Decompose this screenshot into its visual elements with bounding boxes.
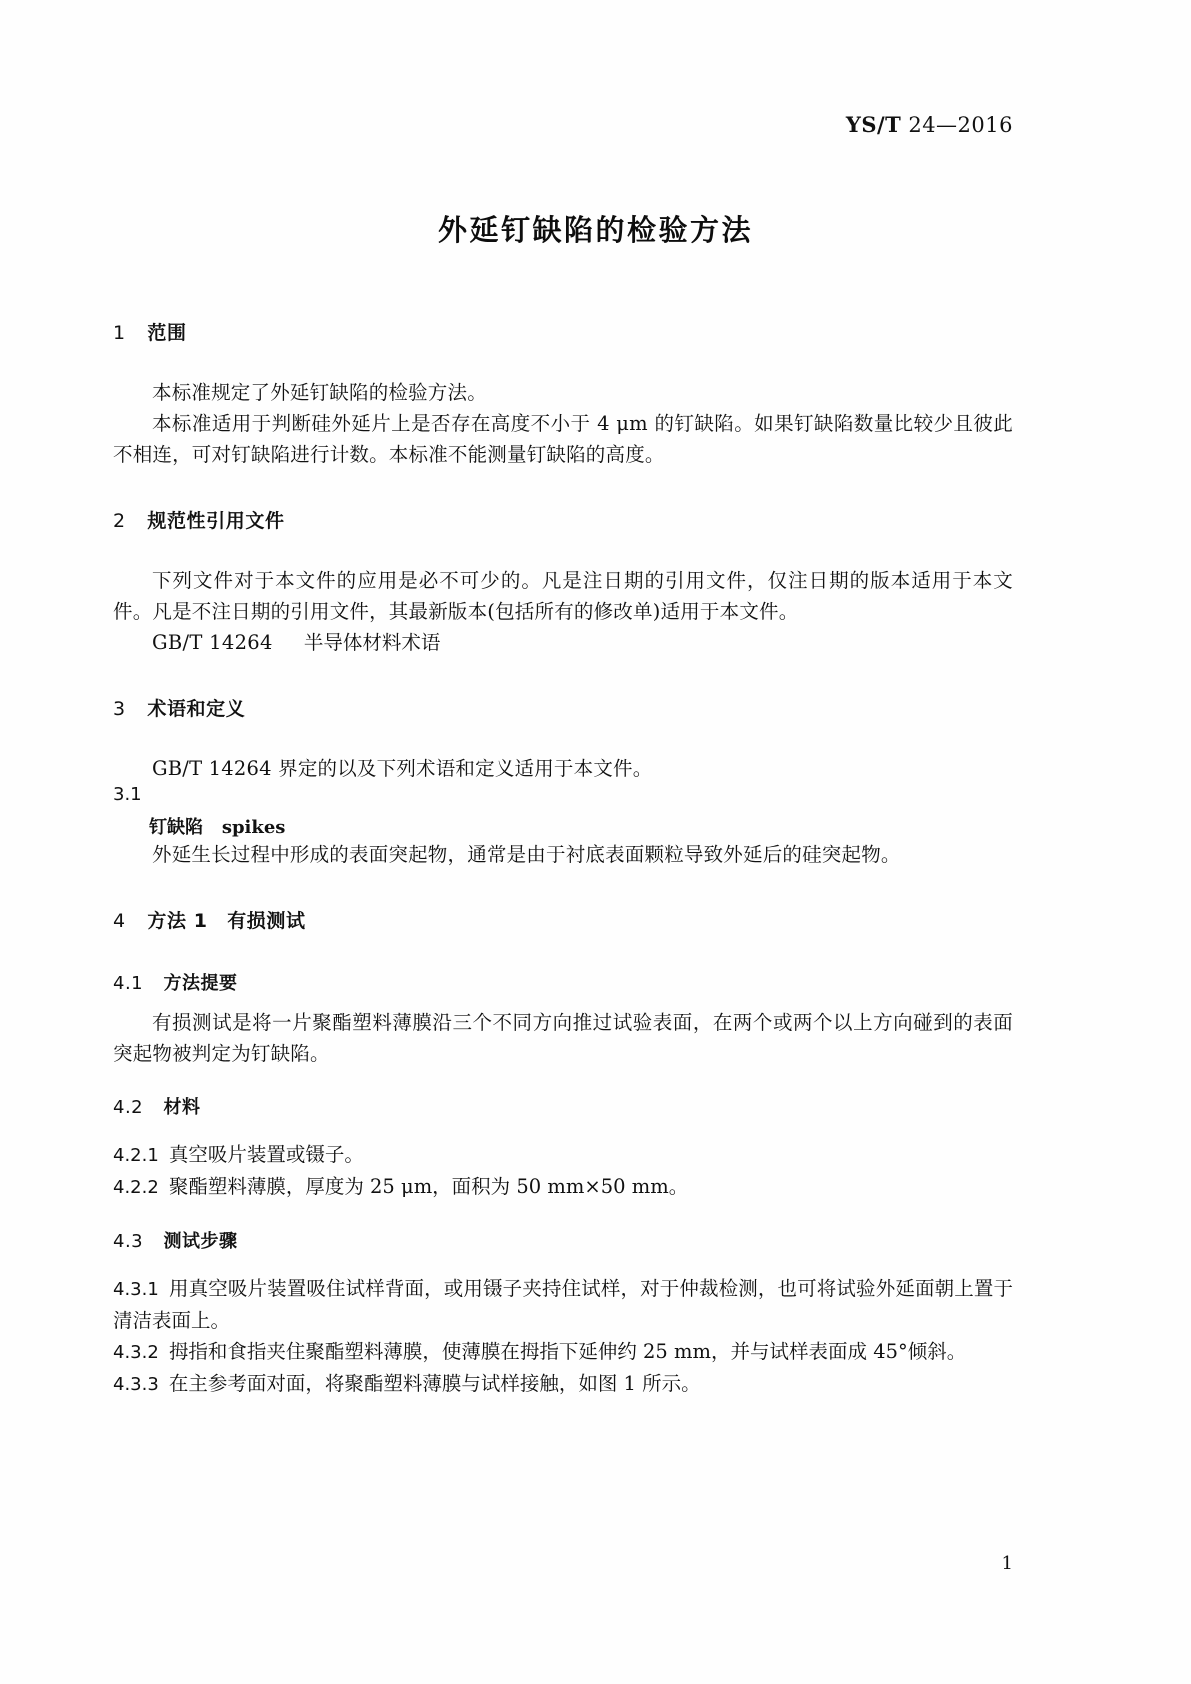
section-4-title: 方法 1 有损测试 <box>147 910 306 932</box>
section-4-2-title: 材料 <box>163 1097 201 1118</box>
section-4-1-title: 方法提要 <box>163 973 238 994</box>
clause-4-3-2 <box>113 1336 1013 1368</box>
document-body <box>113 318 1013 1400</box>
section-2-number: 2 <box>113 510 126 532</box>
page-number: 1 <box>1001 1553 1013 1574</box>
section-4-2-number: 4.2 <box>113 1097 144 1118</box>
section-3-title: 术语和定义 <box>147 698 246 720</box>
normative-reference-entry <box>113 627 1013 658</box>
clause-4-2-2-number: 4.2.2 <box>113 1177 159 1198</box>
section-heading-1 <box>113 318 1013 345</box>
document-header <box>113 112 1013 137</box>
clause-4-3-1-text: 用真空吸片装置吸住试样背面，或用镊子夹持住试样，对于仲裁检测，也可将试验外延面朝上置于清洁表面上。 <box>113 1277 1013 1332</box>
standard-number: 24—2016 <box>908 113 1013 137</box>
clause-4-2-1-number: 4.2.1 <box>113 1145 159 1166</box>
section-1-paragraph-1: 本标准规定了外延钉缺陷的检验方法。 <box>152 381 487 404</box>
clause-4-2-2-text: 聚酯塑料薄膜，厚度为 25 μm，面积为 50 mm×50 mm。 <box>168 1175 689 1198</box>
section-3-paragraph-1: GB/T 14264 界定的以及下列术语和定义适用于本文件。 <box>152 757 653 780</box>
clause-4-3-3-number: 4.3.3 <box>113 1374 159 1395</box>
term-entry <box>113 813 1013 839</box>
section-3-number: 3 <box>113 698 126 720</box>
section-2-title: 规范性引用文件 <box>147 510 285 532</box>
subsection-number-3-1: 3.1 <box>113 784 142 805</box>
reference-code: GB/T 14264 <box>152 631 273 654</box>
section-1-title: 范围 <box>147 322 187 344</box>
section-heading-3 <box>113 694 1013 721</box>
section-4-1-number: 4.1 <box>113 973 144 994</box>
section-1-number: 1 <box>113 322 126 344</box>
section-heading-2 <box>113 506 1013 533</box>
clause-4-3-3 <box>113 1368 1013 1400</box>
section-heading-4-1 <box>113 969 1013 995</box>
clause-4-2-2 <box>113 1171 1013 1203</box>
section-4-number: 4 <box>113 910 126 932</box>
clause-4-3-1 <box>113 1273 1013 1336</box>
section-4-1-paragraph-1: 有损测试是将一片聚酯塑料薄膜沿三个不同方向推过试验表面，在两个或两个以上方向碰到的表面突起物被判定为钉缺陷。 <box>113 1011 1013 1065</box>
section-heading-4-2 <box>113 1093 1013 1119</box>
section-2-paragraph-1: 下列文件对于本文件的应用是必不可少的。凡是注日期的引用文件，仅注日期的版本适用于本文件。凡是不注日期的引用文件，其最新版本(包括所有的修改单)适用于本文件。 <box>113 569 1013 623</box>
clause-4-3-3-text: 在主参考面对面，将聚酯塑料薄膜与试样接触，如图 1 所示。 <box>168 1372 701 1395</box>
term-name-en: spikes <box>221 817 286 838</box>
clause-4-2-1-text: 真空吸片装置或镊子。 <box>168 1143 364 1166</box>
section-1-paragraph-2: 本标准适用于判断硅外延片上是否存在高度不小于 4 μm 的钉缺陷。如果钉缺陷数量比较少且彼此不相连，可对钉缺陷进行计数。本标准不能测量钉缺陷的高度。 <box>113 412 1013 466</box>
section-heading-4-3 <box>113 1227 1013 1253</box>
term-definition: 外延生长过程中形成的表面突起物，通常是由于衬底表面颗粒导致外延后的硅突起物。 <box>152 843 901 866</box>
section-4-3-number: 4.3 <box>113 1231 144 1252</box>
reference-title: 半导体材料术语 <box>303 631 441 654</box>
clause-4-2-1 <box>113 1139 1013 1171</box>
clause-4-3-1-number: 4.3.1 <box>113 1279 159 1300</box>
standard-prefix: YS/T <box>845 112 902 137</box>
section-heading-4 <box>113 906 1013 933</box>
page-title: 外延钉缺陷的检验方法 <box>437 213 753 247</box>
clause-4-3-2-text: 拇指和食指夹住聚酯塑料薄膜，使薄膜在拇指下延伸约 25 mm，并与试样表面成 45°倾斜。 <box>168 1340 967 1363</box>
clause-4-3-2-number: 4.3.2 <box>113 1342 159 1363</box>
term-name-cn: 钉缺陷 <box>149 817 203 838</box>
section-4-3-title: 测试步骤 <box>163 1231 238 1252</box>
